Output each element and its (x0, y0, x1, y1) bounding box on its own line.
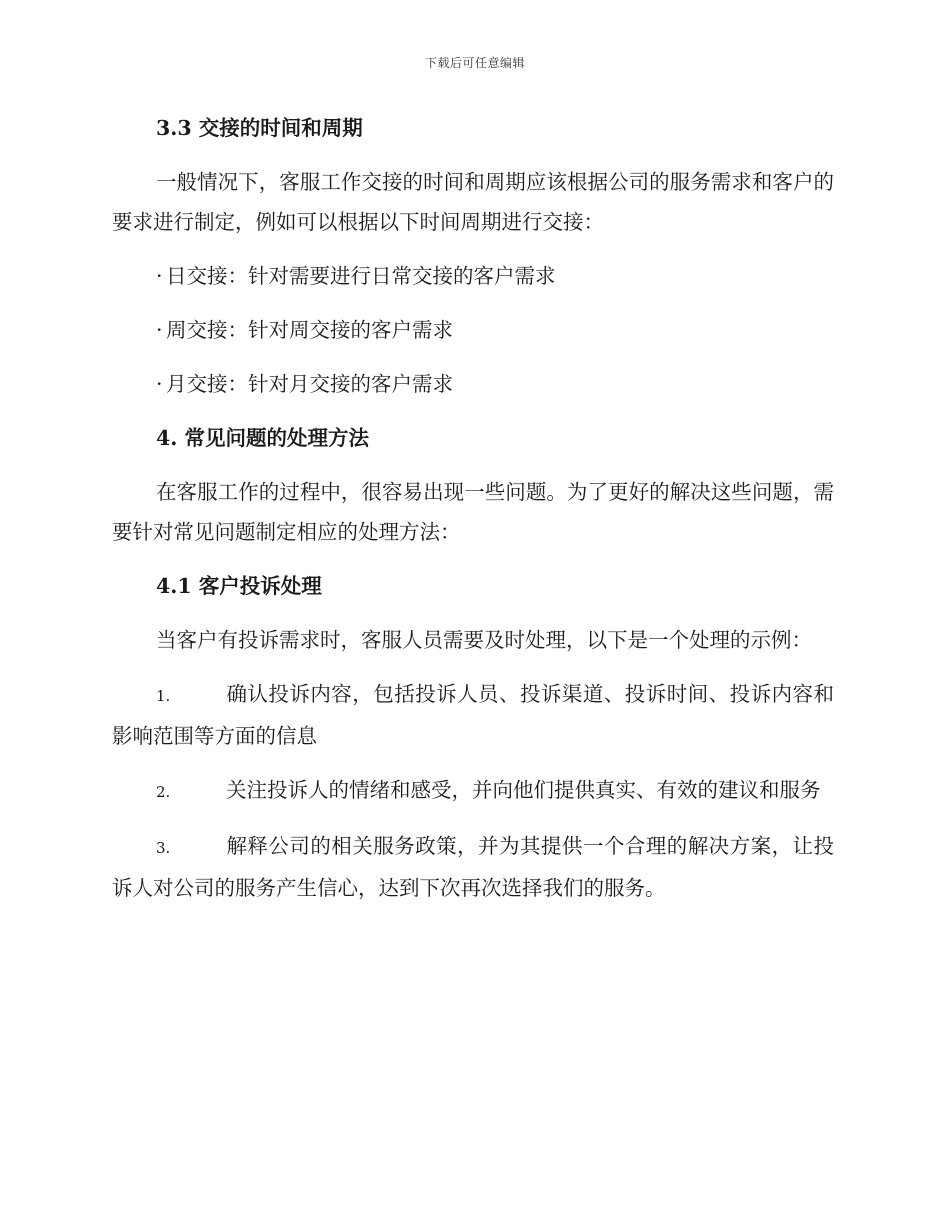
document-body (112, 108, 834, 922)
step-number: 3. (156, 839, 171, 857)
step-number: 1. (156, 687, 171, 705)
numbered-step (112, 674, 834, 756)
bullet-text: 月交接：针对月交接的客户需求 (166, 372, 453, 396)
section-paragraph-4: 在客服工作的过程中，很容易出现一些问题。为了更好的解决这些问题，需要针对常见问题制定相应的处理方法： (112, 480, 834, 544)
bullet-item (112, 310, 834, 350)
bullet-item (112, 256, 834, 296)
numbered-step (112, 826, 834, 908)
bullet-dot: · (156, 264, 163, 288)
step-text: 关注投诉人的情绪和感受，并向他们提供真实、有效的建议和服务 (226, 778, 821, 802)
section-heading-3-3: 3.3 交接的时间和周期 (156, 116, 363, 140)
section-paragraph-4-1: 当客户有投诉需求时，客服人员需要及时处理，以下是一个处理的示例： (156, 628, 812, 652)
step-text: 解释公司的相关服务政策，并为其提供一个合理的解决方案，让投诉人对公司的服务产生信心，达到下次再次选择我们的服务。 (112, 834, 834, 900)
section-heading-4: 4. 常见问题的处理方法 (156, 426, 370, 450)
bullet-text: 日交接：针对需要进行日常交接的客户需求 (166, 264, 556, 288)
bullet-dot: · (156, 372, 163, 396)
step-number: 2. (156, 783, 171, 801)
bullet-text: 周交接：针对周交接的客户需求 (166, 318, 453, 342)
section-paragraph-3-3: 一般情况下，客服工作交接的时间和周期应该根据公司的服务需求和客户的要求进行制定，例如可以根据以下时间周期进行交接： (112, 170, 834, 234)
step-text: 确认投诉内容，包括投诉人员、投诉渠道、投诉时间、投诉内容和影响范围等方面的信息 (112, 682, 834, 748)
bullet-item (112, 364, 834, 404)
numbered-step (112, 770, 834, 812)
page-header-note: 下载后可任意编辑 (424, 56, 525, 70)
section-heading-4-1: 4.1 客户投诉处理 (156, 574, 322, 598)
bullet-dot: · (156, 318, 163, 342)
